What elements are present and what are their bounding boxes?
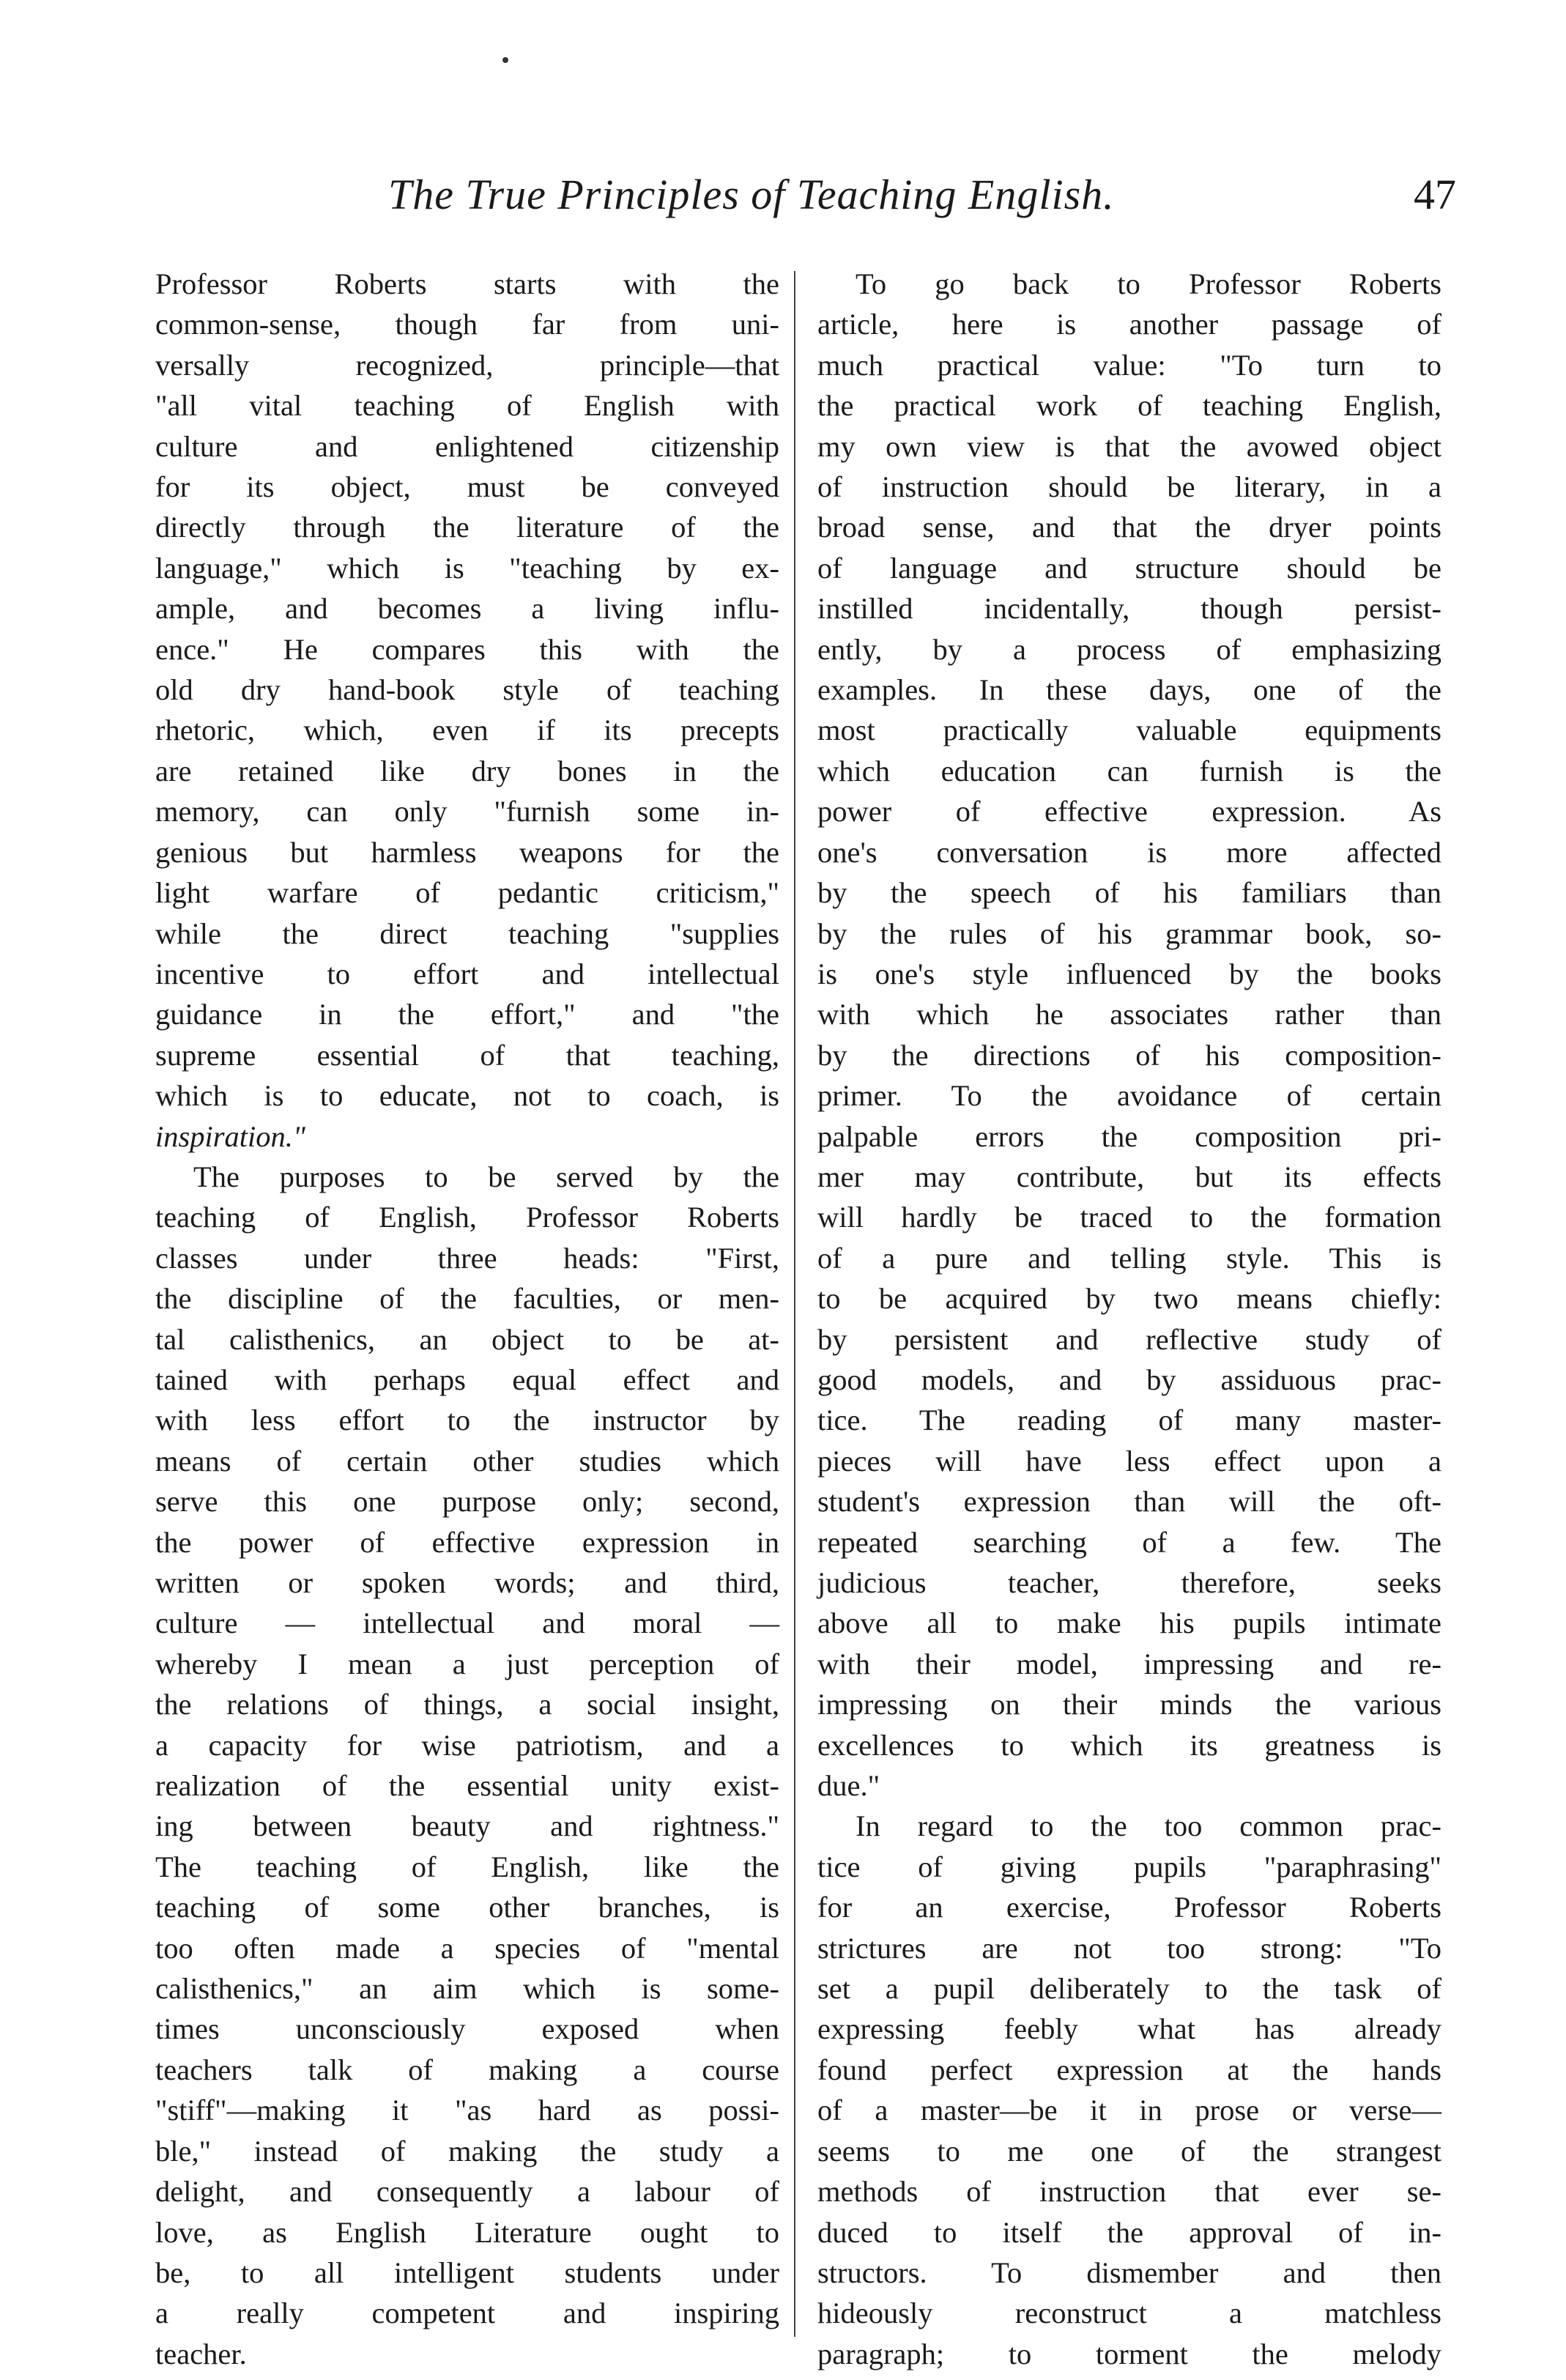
text-line: tal calisthenics, an object to be at-	[155, 1322, 779, 1356]
text-line: realization of the essential unity exist-	[155, 1769, 779, 1803]
text-line: excellences to which its greatness is	[817, 1728, 1441, 1762]
text-line: classes under three heads: "First,	[155, 1241, 779, 1275]
text-line: The purposes to be served by the	[193, 1160, 779, 1193]
text-line: ble," instead of making the study a	[155, 2134, 779, 2168]
text-line: written or spoken words; and third,	[155, 1566, 779, 1599]
text-line: examples. In these days, one of the	[817, 673, 1441, 707]
text-line: above all to make his pupils intimate	[817, 1606, 1441, 1640]
text-line: structors. To dismember and then	[817, 2255, 1441, 2289]
text-line: tice. The reading of many master-	[817, 1404, 1441, 1437]
text-line: the practical work of teaching English,	[817, 389, 1441, 423]
text-line: set a pupil deliberately to the task of	[817, 1972, 1441, 2006]
column-rule	[794, 271, 795, 2337]
text-line: seems to me one of the strangest	[817, 2134, 1441, 2168]
text-line: due."	[817, 1769, 880, 1803]
text-line: with their model, impressing and re-	[817, 1647, 1441, 1680]
text-line: primer. To the avoidance of certain	[817, 1079, 1441, 1113]
text-line: To go back to Professor Roberts	[856, 267, 1441, 300]
right-column	[817, 264, 1441, 2374]
text-line: "stiff"—making it "as hard as possi-	[155, 2094, 779, 2127]
text-line: ing between beauty and rightness."	[155, 1809, 779, 1843]
text-line: ently, by a process of emphasizing	[817, 632, 1441, 666]
text-line: which education can furnish is the	[817, 754, 1441, 787]
text-line: mer may contribute, but its effects	[817, 1160, 1441, 1193]
text-line: language," which is "teaching by ex-	[155, 551, 779, 585]
text-line: teachers talk of making a course	[155, 2053, 779, 2086]
text-line: culture and enlightened citizenship	[155, 429, 779, 463]
text-line: pieces will have less effect upon a	[817, 1444, 1441, 1478]
text-line: guidance in the effort," and "the	[155, 998, 779, 1031]
text-line: with which he associates rather than	[817, 998, 1441, 1031]
text-line: which is to educate, not to coach, is	[155, 1079, 779, 1113]
text-line: The teaching of English, like the	[155, 1850, 779, 1883]
text-line: is one's style influenced by the books	[817, 957, 1441, 990]
text-line: hideously reconstruct a matchless	[817, 2296, 1441, 2330]
text-line: judicious teacher, therefore, seeks	[817, 1566, 1441, 1599]
text-line: palpable errors the composition pri-	[817, 1119, 1441, 1153]
text-line: delight, and consequently a labour of	[155, 2175, 779, 2209]
text-line: supreme essential of that teaching,	[155, 1038, 779, 1072]
text-line: will hardly be traced to the formation	[817, 1201, 1441, 1234]
text-line: of a pure and telling style. This is	[817, 1241, 1441, 1275]
text-line: rhetoric, which, even if its precepts	[155, 713, 779, 747]
text-line: article, here is another passage of	[817, 308, 1441, 341]
text-line: light warfare of pedantic criticism,"	[155, 876, 779, 910]
text-line: inspiration."	[155, 1119, 305, 1153]
text-line: genious but harmless weapons for the	[155, 835, 779, 869]
text-line: calisthenics," an aim which is some-	[155, 1972, 779, 2006]
text-line: duced to itself the approval of in-	[817, 2215, 1441, 2249]
text-line: good models, and by assiduous prac-	[817, 1363, 1441, 1396]
text-line: tice of giving pupils "paraphrasing"	[817, 1850, 1441, 1883]
text-line: paragraph; to torment the melody	[817, 2337, 1441, 2370]
text-line: means of certain other studies which	[155, 1444, 779, 1478]
text-line: to be acquired by two means chiefly:	[817, 1282, 1441, 1316]
text-line: teaching of English, Professor Roberts	[155, 1201, 779, 1234]
text-line: of language and structure should be	[817, 551, 1441, 585]
text-line: my own view is that the avowed object	[817, 429, 1441, 463]
text-line: a capacity for wise patriotism, and a	[155, 1728, 779, 1762]
text-line: times unconsciously exposed when	[155, 2012, 779, 2046]
text-line: the power of effective expression in	[155, 1525, 779, 1559]
text-line: serve this one purpose only; second,	[155, 1485, 779, 1519]
text-line: versally recognized, principle—that	[155, 348, 779, 382]
running-head	[154, 170, 1456, 229]
text-line: impressing on their minds the various	[817, 1688, 1441, 1721]
text-line: are retained like dry bones in the	[155, 754, 779, 787]
page-number: 47	[1414, 171, 1456, 218]
text-line: found perfect expression at the hands	[817, 2053, 1441, 2086]
text-line: instilled incidentally, though persist-	[817, 592, 1441, 626]
text-line: student's expression than will the oft-	[817, 1485, 1441, 1519]
text-line: by persistent and reflective study of	[817, 1322, 1441, 1356]
text-line: by the speech of his familiars than	[817, 876, 1441, 910]
text-line: a really competent and inspiring	[155, 2296, 779, 2330]
text-line: strictures are not too strong: "To	[817, 1931, 1441, 1965]
text-line: ample, and becomes a living influ-	[155, 592, 779, 626]
text-line: incentive to effort and intellectual	[155, 957, 779, 990]
text-line: common-sense, though far from uni-	[155, 308, 779, 341]
text-line: repeated searching of a few. The	[817, 1525, 1441, 1559]
text-line: power of effective expression. As	[817, 795, 1441, 828]
text-line: methods of instruction that ever se-	[817, 2175, 1441, 2209]
text-line: teaching of some other branches, is	[155, 1891, 779, 1924]
text-line: directly through the literature of the	[155, 511, 779, 544]
text-line: one's conversation is more affected	[817, 835, 1441, 869]
text-line: much practical value: "To turn to	[817, 348, 1441, 382]
text-line: teacher.	[155, 2337, 247, 2370]
text-line: Professor Roberts starts with the	[155, 267, 779, 300]
text-line: by the rules of his grammar book, so-	[817, 916, 1441, 950]
text-line: most practically valuable equipments	[817, 713, 1441, 747]
text-line: memory, can only "furnish some in-	[155, 795, 779, 828]
text-line: of instruction should be literary, in a	[817, 470, 1441, 504]
text-line: for an exercise, Professor Roberts	[817, 1891, 1441, 1924]
text-line: whereby I mean a just perception of	[155, 1647, 779, 1680]
text-line: of a master—be it in prose or verse—	[817, 2094, 1441, 2127]
print-speck	[502, 57, 508, 63]
text-line: old dry hand-book style of teaching	[155, 673, 779, 707]
left-column	[155, 264, 779, 2374]
running-title: The True Principles of Teaching English.	[388, 171, 1115, 218]
text-line: expressing feebly what has already	[817, 2012, 1441, 2046]
text-line: In regard to the too common prac-	[856, 1809, 1441, 1843]
text-line: with less effort to the instructor by	[155, 1404, 779, 1437]
text-line: by the directions of his composition-	[817, 1038, 1441, 1072]
text-line: tained with perhaps equal effect and	[155, 1363, 779, 1396]
text-line: for its object, must be conveyed	[155, 470, 779, 504]
text-line: while the direct teaching "supplies	[155, 916, 779, 950]
text-line: "all vital teaching of English with	[155, 389, 779, 423]
text-line: the discipline of the faculties, or men-	[155, 1282, 779, 1316]
text-line: culture — intellectual and moral —	[155, 1606, 779, 1640]
text-line: ence." He compares this with the	[155, 632, 779, 666]
text-line: broad sense, and that the dryer points	[817, 511, 1441, 544]
text-line: too often made a species of "mental	[155, 1931, 779, 1965]
text-line: the relations of things, a social insight,	[155, 1688, 779, 1721]
text-line: be, to all intelligent students under	[155, 2255, 779, 2289]
text-line: love, as English Literature ought to	[155, 2215, 779, 2249]
